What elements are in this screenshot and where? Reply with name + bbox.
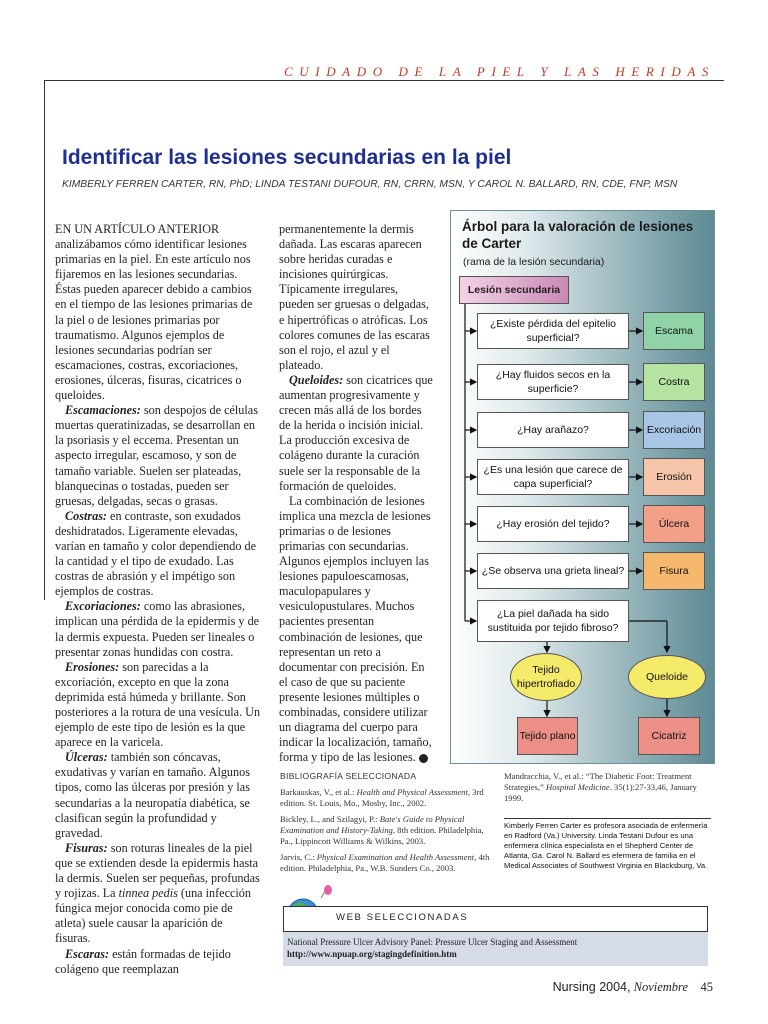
diagram-title: Árbol para la valoración de lesiones de Carter (462, 219, 694, 251)
text-escaras-b: permanentemente la dermis dañada. Las escaras aparecen sobre heridas curadas e incisiones quirúrgicas. Típicamente irregulares, pueden ser gruesas o delgadas, e hipertróficas o atróficas. Los colores comunes de las escaras son el rojo, el azul y el plateado. (279, 222, 430, 372)
term-escamaciones: Escamaciones: (65, 403, 141, 418)
section-header: CUIDADO DE LA PIEL Y LAS HERIDAS (284, 64, 715, 79)
ref-author: Bickley, L., and Szilagyi, P.: (280, 814, 380, 824)
final-node-flat-tissue: Tejido plano (517, 717, 578, 755)
text-queloides: son cicatrices que aumentan progresivamente y crecen más allá de los bordes de la herida o incisión inicial. La producción excesiva de colágeno durante la curación suele ser la responsable de la formación de queloides. (279, 372, 433, 493)
ref-details: , 4th edition. Philadelphia, Pa., W.B. Sunders Co., 2003. (280, 852, 490, 873)
bibliography-entry (280, 787, 490, 809)
ref-title: Health and Physical Assessment (356, 787, 468, 797)
text-ulceras: también son cóncavas, exudativas y varían en tamaño. Algunos tipos, como las úlceras por presión y las secundarias a la neuropatía diabética, se clasifican según la profundidad y gravedad. (55, 750, 250, 840)
text-fisuras-a: son roturas lineales de la piel que se extienden desde la epidermis hasta la dermis. Suelen ser pequeñas, profundas y rojizas. La (55, 840, 260, 901)
ref-extra-a: Mandracchia, V., et al.: “The Diabetic Foot: Treatment Strategies,” (504, 771, 692, 792)
footer-month: Noviembre (633, 980, 688, 994)
end-of-article-icon: N (419, 754, 428, 763)
text-escamaciones: son despojos de células muertas queratinizadas, se desarrollan en la psoriasis y el eccema. Presentan un aspecto irregular, escamoso, y son de tamaño variable. Suelen ser plateadas, blanquecinas o tostadas, pueden ser gruesas, delgadas, secas o grasas. (55, 403, 258, 508)
ref-author: Barkauskas, V., et al.: (280, 787, 357, 797)
result-node: Erosión (643, 458, 705, 496)
ref-title: Physical Examination and Health Assessment (316, 852, 475, 862)
result-node: Excoriación (643, 411, 705, 449)
result-node: Fisura (643, 552, 705, 590)
text-fisuras-b: (una infección fúngica mejor conocida como pie de atleta) suele causar la aparición de fisuras. (55, 886, 251, 946)
question-node: ¿Hay arañazo? (477, 412, 629, 448)
bio-rule (504, 818, 711, 819)
text-combinacion: La combinación de lesiones implica una mezcla de lesiones primarias o de lesiones primarias con secundarias. Algunos ejemplos incluyen las lesiones papuloescamosas, maculopapulares y vesiculopustulares. Muchos pacientes presentan combinación de lesiones, que representan un reto a documentar con precisión. En el caso de que su paciente presente lesiones múltiples o combinadas, considere utilizar un diagrama del cuerpo para indicar la localización, tamaño, forma y tipo de las lesiones. (279, 493, 432, 765)
bibliography-entries (280, 787, 490, 874)
page-footer (548, 980, 713, 995)
term-excoriaciones: Excoriaciones: (65, 599, 141, 614)
footer-journal: Nursing 2004, (552, 980, 631, 994)
result-node: Costra (643, 363, 705, 401)
text-escaras-a: están formadas de tejido colágeno que reemplazan (55, 946, 231, 976)
question-node: ¿Se observa una grieta lineal? (477, 553, 629, 589)
text-erosiones: son parecidas a la excoriación, excepto en que la zona deprimida está húmeda y brillante. Son posteriores a la rotura de una vesícula. Un ejemplo de este tipo de lesión es la que aparece en la varicela. (55, 659, 261, 750)
term-ulceras: Úlceras: (65, 750, 108, 765)
ref-details: , 8th edition. Philadelphia, Pa., Lippincott Williams & Wilkins, 2003. (280, 825, 484, 846)
ref-details: , 3rd edition. St. Louis, Mo., Mosby, Inc., 2002. (280, 787, 484, 808)
question-node: ¿Es una lesión que carece de capa superficial? (477, 459, 629, 495)
term-erosiones: Erosiones: (65, 659, 120, 674)
term-queloides: Queloides: (289, 372, 344, 387)
term-escaras: Escaras: (65, 946, 110, 961)
bibliography-heading: BIBLIOGRAFÍA SELECCIONADA (280, 771, 417, 781)
result-node: Escama (643, 312, 705, 350)
bibliography-entry (280, 814, 490, 847)
web-resource-link[interactable]: http://www.npuap.org/stagingdefinition.htm (287, 949, 457, 959)
question-node: ¿Hay erosión del tejido? (477, 506, 629, 542)
page-number: 45 (700, 980, 713, 994)
intro-paragraph: EN UN ARTÍCULO ANTERIOR analizábamos cómo identificar lesiones primarias en la piel. En este artículo nos fijaremos en las lesiones secundarias. Éstas pueden aparecer debido a cambios en el tiempo de las lesiones primarias de la piel o de lesiones primarias por traumatismo. Algunos ejemplos de lesiones secundarias podrían ser escamaciones, costras, excoriaciones, erosiones, úlceras, fisuras, cicatrices o queloides. (55, 222, 253, 403)
root-node: Lesión secundaria (459, 276, 569, 304)
ref-author: Jarvis, C.: (280, 852, 317, 862)
web-resource-name: National Pressure Ulcer Advisory Panel: Pressure Ulcer Staging and Assessment (287, 937, 578, 947)
text-tinnea-pedis: tinnea pedis (118, 886, 178, 901)
text-costras: en contraste, son exudados deshidratados. Ligeramente elevadas, varían en tamaño y color dependiendo de la cantidad y el tipo de exudado. Las costras de abrasión y el impétigo son ejemplos de costras. (55, 508, 257, 599)
final-node-scar: Cicatriz (638, 717, 700, 755)
author-bio: Kimberly Ferren Carter es profesora asociada de enfermería en Radford (Va.) University. Linda Testani Dufour es una enfermera clínica especialista en el Shepherd Center de Atlanta, Ga. Carol N. Ballard es efermera de familia en el Medical Associates of Southwest Virginia en Blacksburg, Va. (504, 821, 708, 870)
text-excoriaciones: como las abrasiones, implican una pérdida de la epidermis y de la dermis expuesta. Pueden ser lineales o presentar zonas hundidas con costra. (55, 599, 260, 659)
term-fisuras: Fisuras: (65, 840, 108, 855)
ref-extra-title: Hospital Medicine (546, 782, 610, 792)
question-node: ¿Existe pérdida del epitelio superficial? (477, 313, 629, 349)
bibliography-entry (280, 852, 490, 874)
bibliography-entry-extra (504, 771, 716, 804)
question-node: ¿La piel dañada ha sido sustituida por tejido fibroso? (477, 600, 629, 642)
bibliography (280, 771, 490, 879)
ref-title: Bate's Guide to Physical Examination and History-Taking (280, 814, 465, 835)
diagram-subtitle: (rama de la lesión secundaria) (463, 256, 605, 268)
result-node: Úlcera (643, 505, 705, 543)
question-node: ¿Hay fluidos secos en la superficie? (477, 364, 629, 400)
ellipse-node-keloid: Queloide (628, 655, 706, 699)
web-section-title: WEB SELECCIONADAS (336, 912, 469, 923)
ellipse-node-hypertrophic: Tejido hipertrofiado (510, 653, 582, 701)
term-costras: Costras: (65, 508, 107, 523)
ref-extra-b: . 35(1):27-33,46, January 1999. (504, 782, 697, 803)
article-byline: KIMBERLY FERREN CARTER, RN, PhD; LINDA TESTANI DUFOUR, RN, CRRN, MSN, Y CAROL N. BALLARD, RN, CDE, FNP, MSN (62, 179, 678, 190)
article-title: Identificar las lesiones secundarias en la piel (62, 146, 512, 169)
